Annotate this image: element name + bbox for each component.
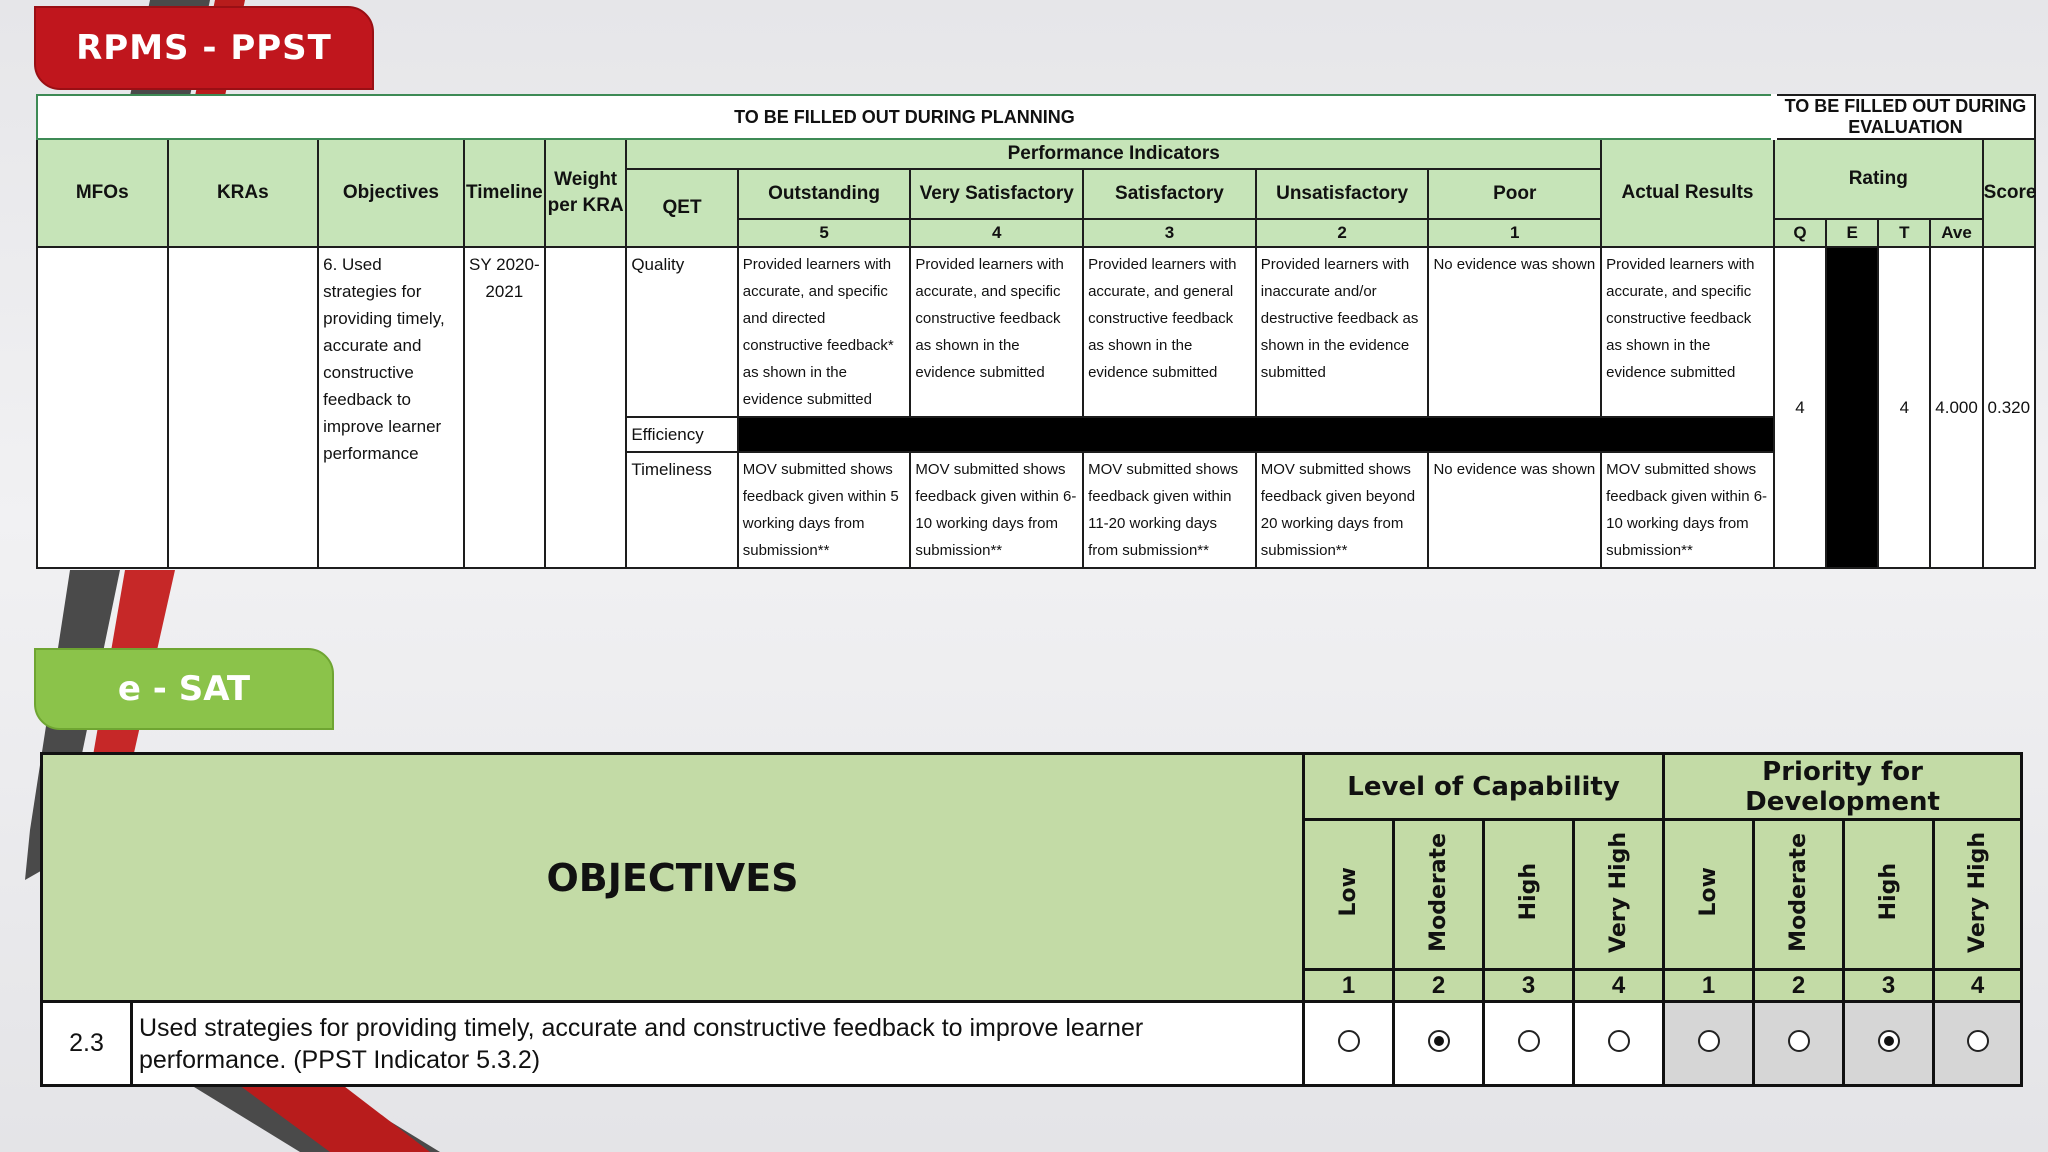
scale-3: 3 (1083, 219, 1256, 247)
cell-weight (545, 247, 626, 568)
priority-radio-low[interactable] (1698, 1030, 1720, 1052)
qet-quality: Quality (626, 247, 737, 417)
priority-radio-very-high[interactable] (1967, 1030, 1989, 1052)
quality-very-satisfactory: Provided learners with accurate, and specific constructive feedback as shown in the evidence submitted (910, 247, 1083, 417)
quality-satisfactory: Provided learners with accurate, and general constructive feedback as shown in the evidence submitted (1083, 247, 1256, 417)
col-objectives: Objectives (318, 139, 464, 247)
timeliness-outstanding: MOV submitted shows feedback given within 5 working days from submission** (738, 452, 911, 568)
col-poor: Poor (1428, 169, 1601, 219)
capability-radio-very-high[interactable] (1608, 1030, 1630, 1052)
priority-num-2: 2 (1754, 970, 1844, 1002)
evaluation-header: TO BE FILLED OUT DURING EVALUATION (1774, 95, 2035, 139)
timeliness-very-satisfactory: MOV submitted shows feedback given within 6-10 working days from submission** (910, 452, 1083, 568)
efficiency-blackout (738, 417, 1774, 452)
col-score: Score (1983, 139, 2035, 247)
col-weight: Weight per KRA (545, 139, 626, 247)
capability-num-2: 2 (1394, 970, 1484, 1002)
capability-radio-cell-very-high (1574, 1002, 1664, 1086)
priority-radio-moderate[interactable] (1788, 1030, 1810, 1052)
score-value: 0.320 (1983, 247, 2035, 568)
col-q: Q (1774, 219, 1826, 247)
col-timeline: Timeline (464, 139, 545, 247)
priority-radio-cell-high (1844, 1002, 1934, 1086)
priority-low-label: Low (1664, 820, 1754, 970)
timeliness-unsatisfactory: MOV submitted shows feedback given beyond 20 working days from submission** (1256, 452, 1429, 568)
capability-moderate-label: Moderate (1394, 820, 1484, 970)
timeline-text: SY 2020-2021 (464, 247, 545, 568)
col-t: T (1878, 219, 1930, 247)
col-performance-indicators: Performance Indicators (626, 139, 1601, 169)
priority-radio-cell-low (1664, 1002, 1754, 1086)
quality-poor: No evidence was shown (1428, 247, 1601, 417)
col-very-satisfactory: Very Satisfactory (910, 169, 1083, 219)
cell-kras (168, 247, 319, 568)
objective-text: 6. Used strategies for providing timely, accurate and constructive feedback to improve learner performance (318, 247, 464, 568)
planning-header: TO BE FILLED OUT DURING PLANNING (37, 95, 1774, 139)
capability-radio-low[interactable] (1338, 1030, 1360, 1052)
timeliness-actual-result: MOV submitted shows feedback given within 6-10 working days from submission** (1601, 452, 1774, 568)
col-mfos: MFOs (37, 139, 168, 247)
quality-unsatisfactory: Provided learners with inaccurate and/or destructive feedback as shown in the evidence submitted (1256, 247, 1429, 417)
esat-tab: e - SAT (34, 648, 334, 730)
priority-radio-high[interactable] (1878, 1030, 1900, 1052)
quality-outstanding: Provided learners with accurate, and specific and directed constructive feedback* as shown in the evidence submitted (738, 247, 911, 417)
rating-ave: 4.000 (1930, 247, 1982, 568)
capability-very-high-label: Very High (1574, 820, 1664, 970)
capability-radio-moderate[interactable] (1428, 1030, 1450, 1052)
level-of-capability-header: Level of Capability (1304, 754, 1664, 820)
priority-num-1: 1 (1664, 970, 1754, 1002)
capability-radio-cell-high (1484, 1002, 1574, 1086)
rating-t: 4 (1878, 247, 1930, 568)
col-ave: Ave (1930, 219, 1982, 247)
priority-num-3: 3 (1844, 970, 1934, 1002)
priority-radio-cell-moderate (1754, 1002, 1844, 1086)
esat-objective-text: Used strategies for providing timely, accurate and constructive feedback to improve learner performance. (PPST Indicator 5.3.2) (132, 1002, 1304, 1086)
col-satisfactory: Satisfactory (1083, 169, 1256, 219)
capability-high-label: High (1484, 820, 1574, 970)
capability-radio-high[interactable] (1518, 1030, 1540, 1052)
capability-num-4: 4 (1574, 970, 1664, 1002)
scale-1: 1 (1428, 219, 1601, 247)
timeliness-poor: No evidence was shown (1428, 452, 1601, 568)
esat-row-number: 2.3 (42, 1002, 132, 1086)
priority-radio-cell-very-high (1934, 1002, 2022, 1086)
priority-very-high-label: Very High (1934, 820, 2022, 970)
rpms-ppst-tab: RPMS - PPST (34, 6, 374, 90)
capability-num-1: 1 (1304, 970, 1394, 1002)
scale-2: 2 (1256, 219, 1429, 247)
col-actual-results: Actual Results (1601, 139, 1774, 247)
col-unsatisfactory: Unsatisfactory (1256, 169, 1429, 219)
priority-num-4: 4 (1934, 970, 2022, 1002)
timeliness-satisfactory: MOV submitted shows feedback given within 11-20 working days from submission** (1083, 452, 1256, 568)
col-e: E (1826, 219, 1878, 247)
scale-4: 4 (910, 219, 1083, 247)
scale-5: 5 (738, 219, 911, 247)
priority-for-development-header: Priority for Development (1664, 754, 2022, 820)
esat-table (40, 752, 2023, 1087)
capability-radio-cell-moderate (1394, 1002, 1484, 1086)
capability-num-3: 3 (1484, 970, 1574, 1002)
col-rating: Rating (1774, 139, 1983, 219)
rpms-table (36, 94, 2036, 569)
priority-high-label: High (1844, 820, 1934, 970)
cell-mfos (37, 247, 168, 568)
objectives-header: OBJECTIVES (42, 754, 1304, 1002)
capability-radio-cell-low (1304, 1002, 1394, 1086)
quality-actual-result: Provided learners with accurate, and specific constructive feedback as shown in the evidence submitted (1601, 247, 1774, 417)
qet-timeliness: Timeliness (626, 452, 737, 568)
priority-moderate-label: Moderate (1754, 820, 1844, 970)
rating-q: 4 (1774, 247, 1826, 568)
qet-efficiency: Efficiency (626, 417, 737, 452)
col-qet: QET (626, 169, 737, 247)
col-kras: KRAs (168, 139, 319, 247)
capability-low-label: Low (1304, 820, 1394, 970)
rating-e (1826, 247, 1878, 568)
col-outstanding: Outstanding (738, 169, 911, 219)
